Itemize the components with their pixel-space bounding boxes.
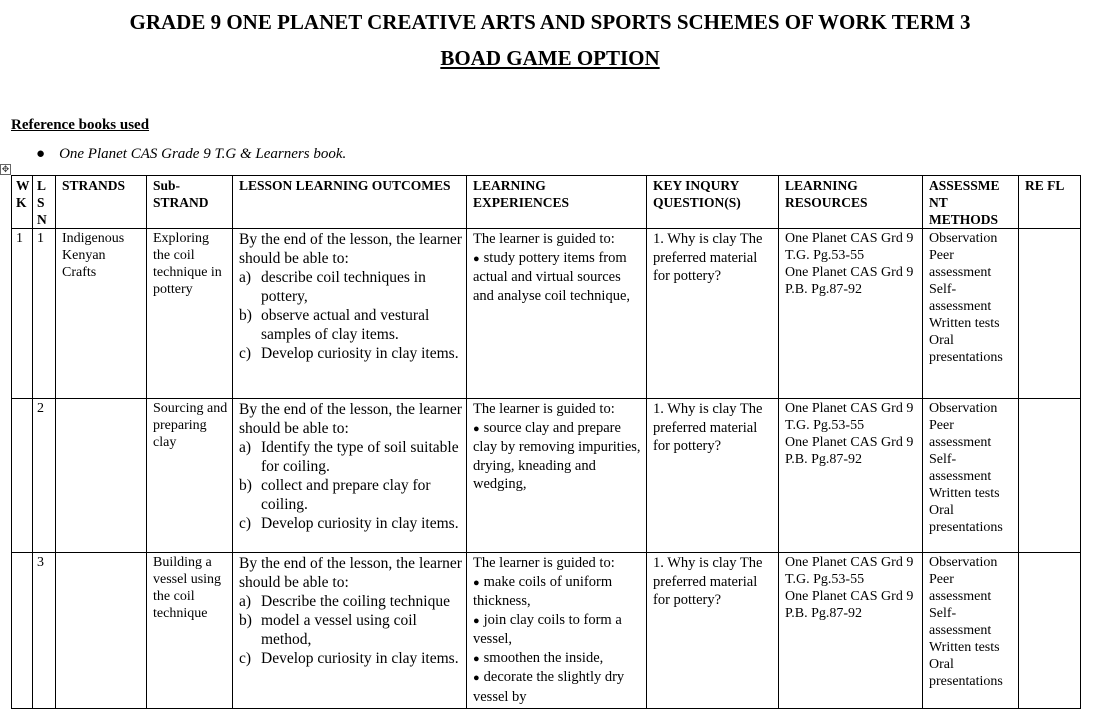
outcome-text: Develop curiosity in clay items. [261,345,459,362]
assessment-item: Observation [929,555,998,570]
cell-wk [12,553,33,709]
outcome-label: a) [239,439,252,456]
cell-strand [56,399,147,553]
outcome-label: b) [239,477,252,494]
experience-intro: The learner is guided to: [473,231,615,247]
outcome-text: model a vessel using coil method, [261,612,417,648]
outcome-item [239,592,462,611]
outcome-label: c) [239,650,252,667]
cell-lsn: 1 [33,229,56,399]
outcome-text: Describe the coiling technique [261,593,450,610]
outcome-label: b) [239,612,252,629]
col-header-strands: STRANDS [56,176,147,229]
cell-resources [779,399,923,553]
cell-outcomes [233,229,467,399]
outcome-intro: By the end of the lesson, the learner should be able to: [239,231,462,267]
cell-question: 1. Why is clay The preferred material for pottery? [647,553,779,709]
cell-outcomes [233,399,467,553]
table-row [12,399,1081,553]
outcome-text: Identify the type of soil suitable for coiling. [261,439,459,475]
assessment-item: Self-assessment [929,452,992,484]
assessment-item: Written tests [929,640,1000,655]
experience-intro: The learner is guided to: [473,555,615,571]
document-subtitle: BOAD GAME OPTION [440,46,660,70]
outcome-label: a) [239,593,252,610]
reference-item-text: One Planet CAS Grade 9 T.G & Learners book. [59,146,347,162]
cell-lsn: 2 [33,399,56,553]
assessment-item: Observation [929,401,998,416]
experience-item: ● make coils of uniform thickness, [473,573,642,611]
outcome-item [239,476,462,514]
assessment-item: Written tests [929,316,1000,331]
cell-lsn: 3 [33,553,56,709]
cell-experiences [467,229,647,399]
reference-heading: Reference books used [11,117,150,133]
cell-assessment [923,553,1019,709]
outcome-list [239,592,462,668]
col-header-wk: W K [12,176,33,229]
table-header-row [12,176,1081,229]
assessment-item: Self-assessment [929,282,992,314]
assessment-item: Peer assessment [929,572,992,604]
cell-substrand: Exploring the coil technique in pottery [147,229,233,399]
resource-item: One Planet CAS Grd 9 T.G. Pg.53-55 [785,555,914,587]
outcome-item [239,268,462,306]
table-row [12,553,1081,709]
cell-question: 1. Why is clay The preferred material for pottery? [647,229,779,399]
col-header-resources: LEARNING RESOURCES [779,176,923,229]
experience-intro: The learner is guided to: [473,401,615,417]
outcome-label: b) [239,307,252,324]
col-header-refl: RE FL [1019,176,1081,229]
reference-item [36,146,346,163]
outcome-text: describe coil techniques in pottery, [261,269,426,305]
cell-question: 1. Why is clay The preferred material for pottery? [647,399,779,553]
outcome-item [239,438,462,476]
assessment-item: Peer assessment [929,248,992,280]
outcome-text: Develop curiosity in clay items. [261,650,459,667]
experience-item: ● join clay coils to form a vessel, [473,611,642,649]
experience-item: ● study pottery items from actual and virtual sources and analyse coil technique, [473,249,642,306]
scheme-table [11,175,1081,709]
outcome-item [239,649,462,668]
assessment-item: Oral presentations [929,657,1003,689]
outcome-text: Develop curiosity in clay items. [261,515,459,532]
cell-experiences [467,399,647,553]
col-header-outcomes: LESSON LEARNING OUTCOMES [233,176,467,229]
cell-wk: 1 [12,229,33,399]
outcome-intro: By the end of the lesson, the learner should be able to: [239,555,462,591]
outcome-label: c) [239,345,252,362]
outcome-list [239,268,462,363]
table-row [12,229,1081,399]
assessment-item: Written tests [929,486,1000,501]
outcome-text: observe actual and vestural samples of clay items. [261,307,430,343]
outcome-item [239,306,462,344]
outcome-item [239,344,462,363]
cell-assessment [923,399,1019,553]
cell-strand: Indigenous Kenyan Crafts [56,229,147,399]
resource-item: One Planet CAS Grd 9 T.G. Pg.53-55 [785,231,914,263]
cell-assessment [923,229,1019,399]
col-header-substrand: Sub-STRAND [147,176,233,229]
document-title: GRADE 9 ONE PLANET CREATIVE ARTS AND SPORTS SCHEMES OF WORK TERM 3 [129,10,971,34]
cell-refl [1019,399,1081,553]
cell-refl [1019,229,1081,399]
col-header-experiences: LEARNING EXPERIENCES [467,176,647,229]
bullet-icon: ● [36,146,46,162]
outcome-label: c) [239,515,252,532]
cell-refl [1019,553,1081,709]
resource-item: One Planet CAS Grd 9 P.B. Pg.87-92 [785,589,914,621]
experience-item: ● smoothen the inside, [473,649,642,669]
resource-item: One Planet CAS Grd 9 P.B. Pg.87-92 [785,265,914,297]
cell-wk [12,399,33,553]
cell-experiences [467,553,647,709]
resource-item: One Planet CAS Grd 9 T.G. Pg.53-55 [785,401,914,433]
assessment-item: Observation [929,231,998,246]
cell-substrand: Sourcing and preparing clay [147,399,233,553]
col-header-assessment: ASSESSME NT METHODS [923,176,1019,229]
resource-item: One Planet CAS Grd 9 P.B. Pg.87-92 [785,435,914,467]
cell-outcomes [233,553,467,709]
cell-resources [779,553,923,709]
outcome-text: collect and prepare clay for coiling. [261,477,431,513]
table-move-handle-icon[interactable]: ✥ [1,164,10,174]
cell-strand [56,553,147,709]
col-header-questions: KEY INQURY QUESTION(S) [647,176,779,229]
outcome-item [239,611,462,649]
outcome-list [239,438,462,533]
col-header-lsn: L S N [33,176,56,229]
experience-item: ● source clay and prepare clay by removing impurities, drying, kneading and wedging, [473,419,642,494]
cell-resources [779,229,923,399]
assessment-item: Oral presentations [929,333,1003,365]
assessment-item: Oral presentations [929,503,1003,535]
outcome-label: a) [239,269,252,286]
assessment-item: Peer assessment [929,418,992,450]
outcome-item [239,514,462,533]
assessment-item: Self-assessment [929,606,992,638]
cell-substrand: Building a vessel using the coil technique [147,553,233,709]
experience-item: ● decorate the slightly dry vessel by [473,668,642,706]
outcome-intro: By the end of the lesson, the learner should be able to: [239,401,462,437]
